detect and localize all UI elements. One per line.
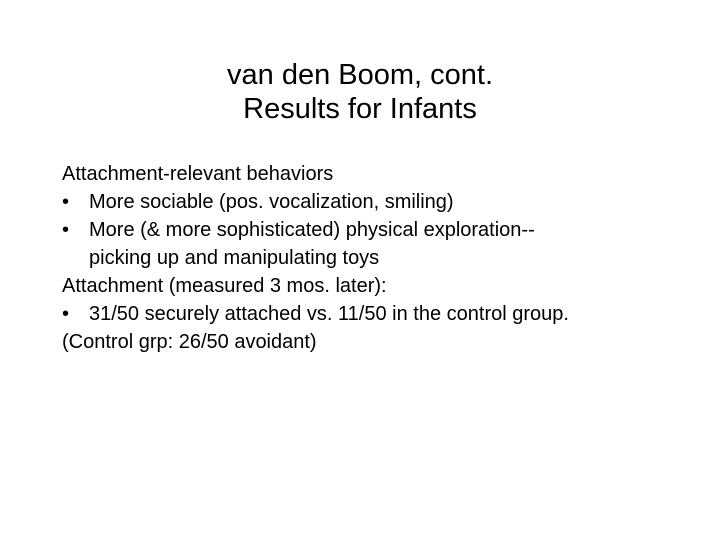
bullet-icon: • bbox=[62, 219, 70, 241]
bullet-text: More sociable (pos. vocalization, smiling) bbox=[89, 191, 454, 213]
heading-attachment-relevant-behaviors: Attachment-relevant behaviors bbox=[62, 163, 334, 185]
heading-attachment-measured: Attachment (measured 3 mos. later): bbox=[62, 275, 387, 297]
slide-title bbox=[0, 58, 720, 126]
bullet-physical-exploration bbox=[62, 216, 702, 272]
bullet-securely-attached bbox=[62, 300, 702, 328]
bullet-text-line-1: More (& more sophisticated) physical exploration-- bbox=[89, 219, 535, 241]
bullet-more-sociable bbox=[62, 188, 702, 216]
title-line-2: Results for Infants bbox=[243, 93, 477, 125]
bullet-text-line-2: picking up and manipulating toys bbox=[89, 247, 380, 269]
slide-body bbox=[62, 160, 702, 356]
bullet-text: 31/50 securely attached vs. 11/50 in the control group. bbox=[89, 303, 569, 325]
bullet-icon: • bbox=[62, 303, 70, 325]
footnote-control-group: (Control grp: 26/50 avoidant) bbox=[62, 331, 317, 353]
title-line-1: van den Boom, cont. bbox=[227, 59, 493, 91]
bullet-icon: • bbox=[62, 191, 70, 213]
